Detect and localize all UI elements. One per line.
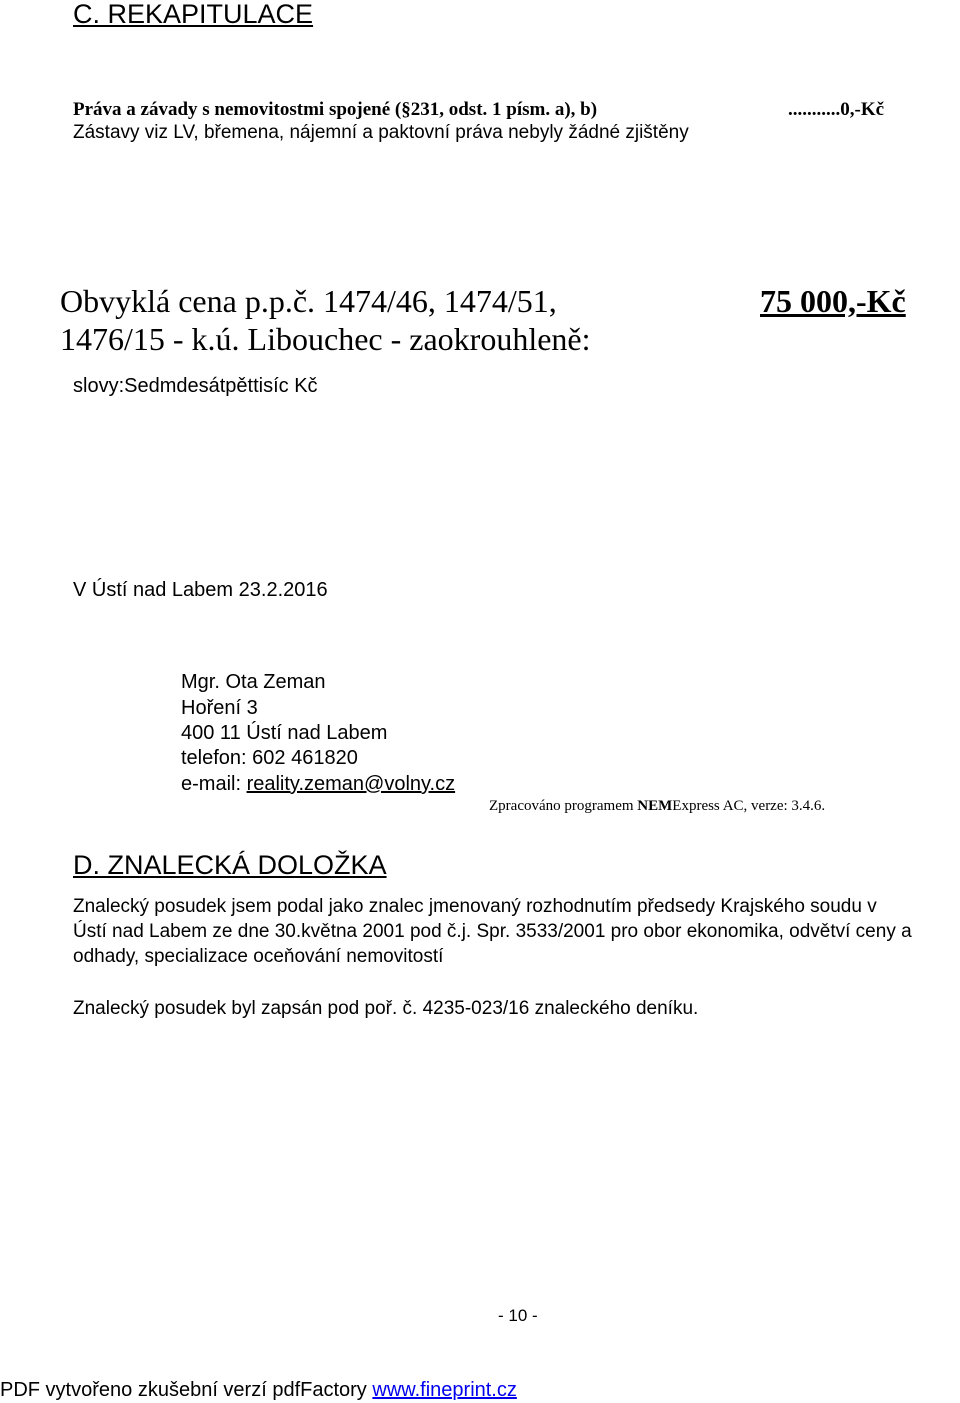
signer-phone: telefon: 602 461820 — [181, 747, 358, 769]
software-note-suffix: Express AC, verze: 3.4.6. — [672, 798, 826, 814]
usual-price-value: 75 000,-Kč — [760, 283, 906, 319]
software-note-prefix: Zpracováno programem — [489, 798, 638, 814]
email-label: e-mail: — [181, 773, 247, 795]
signer-name: Mgr. Ota Zeman — [181, 671, 326, 693]
expert-register-line: Znalecký posudek byl zapsán pod poř. č. 4235-023/16 znaleckého deníku. — [73, 998, 699, 1019]
expert-clause-line3: odhady, specializace oceňování nemovitostí — [73, 946, 444, 967]
signer-email-line — [181, 772, 455, 796]
pdf-footer — [0, 1378, 517, 1402]
usual-price-label-line2: 1476/15 - k.ú. Libouchec - zaokrouhleně: — [60, 321, 591, 357]
page-number: - 10 - — [498, 1306, 538, 1325]
expert-clause-line1: Znalecký posudek jsem podal jako znalec jmenovaný rozhodnutím předsedy Krajského soudu v — [73, 896, 877, 917]
rights-and-defects-value: ...........0,-Kč — [788, 99, 885, 120]
software-note — [489, 796, 825, 816]
signer-city: 400 11 Ústí nad Labem — [181, 722, 388, 744]
usual-price-label-line1: Obvyklá cena p.p.č. 1474/46, 1474/51, — [60, 283, 557, 319]
place-and-date: V Ústí nad Labem 23.2.2016 — [73, 579, 328, 601]
software-brand: NEM — [637, 798, 673, 814]
signer-street: Hoření 3 — [181, 697, 258, 719]
expert-clause-line2: Ústí nad Labem ze dne 30.května 2001 pod č.j. Spr. 3533/2001 pro obor ekonomika, odvětví ceny a — [73, 921, 912, 942]
section-d-title: D. ZNALECKÁ DOLOŽKA — [73, 850, 387, 880]
footer-text: PDF vytvořeno zkušební verzí pdfFactory — [0, 1379, 373, 1401]
rights-and-defects-line: Práva a závady s nemovitostmi spojené (§231, odst. 1 písm. a), b) — [73, 99, 598, 120]
price-in-words: slovy:Sedmdesátpěttisíc Kč — [73, 375, 318, 397]
footer-link[interactable]: www.fineprint.cz — [372, 1379, 517, 1401]
encumbrance-note: Zástavy viz LV, břemena, nájemní a paktovní práva nebyly žádné zjištěny — [73, 122, 689, 143]
section-c-title: C. REKAPITULACE — [73, 0, 314, 29]
email-link[interactable]: reality.zeman@volny.cz — [246, 773, 456, 795]
